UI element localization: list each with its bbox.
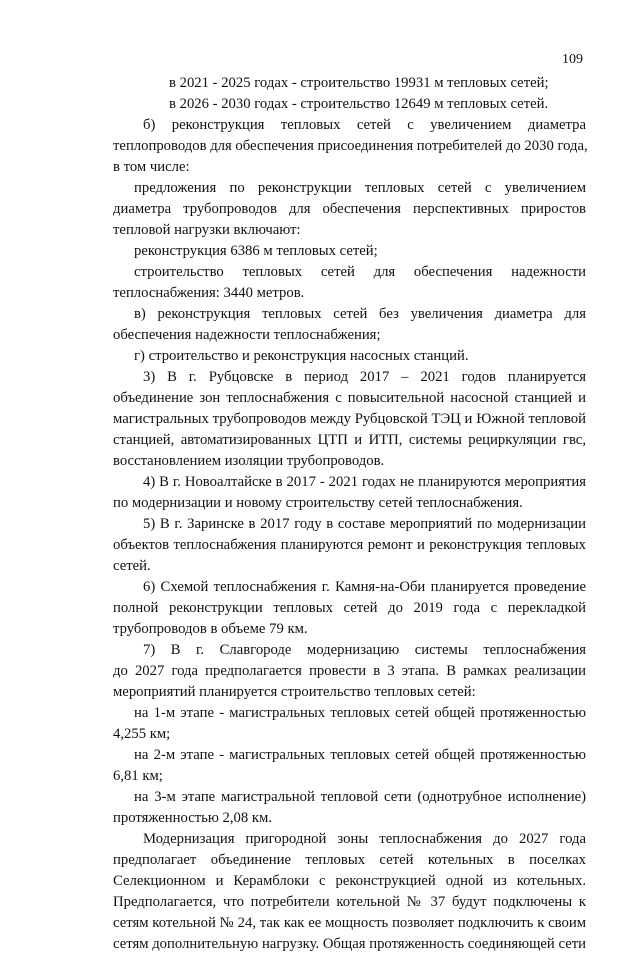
- text-line: до 2027 года предполагается провести в 3 этапа. В рамках реализации: [113, 663, 586, 679]
- text-line: по модернизации и новому строительству сетей теплоснабжения.: [113, 495, 523, 511]
- text-line: предполагает объединение тепловых сетей котельных в поселках: [113, 852, 586, 868]
- text-line: магистральных трубопроводов между Рубцовской ТЭЦ и Южной тепловой: [113, 411, 586, 427]
- text-line: диаметра трубопроводов для обеспечения перспективных приростов: [113, 201, 586, 217]
- document-body: [113, 73, 586, 955]
- text-line: строительство тепловых сетей для обеспечения надежности: [134, 264, 586, 280]
- text-line: объединение зон теплоснабжения с повысительной насосной станцией и: [113, 390, 586, 406]
- text-line: в 2021 - 2025 годах - строительство 19931 м тепловых сетей;: [169, 75, 549, 91]
- text-line: 6,81 км;: [113, 768, 163, 784]
- text-line: сетей.: [113, 558, 151, 574]
- text-line: 4,255 км;: [113, 726, 171, 742]
- text-line: обеспечения надежности теплоснабжения;: [113, 327, 381, 343]
- text-line: в) реконструкция тепловых сетей без увеличения диаметра для: [134, 306, 586, 322]
- page-number: 109: [562, 52, 583, 67]
- text-line: Селекционном и Керамблоки с реконструкцией одной из котельных.: [113, 873, 586, 889]
- text-line: 6) Схемой теплоснабжения г. Камня-на-Оби планируется проведение: [143, 579, 586, 595]
- text-line: 4) В г. Новоалтайске в 2017 - 2021 годах не планируются мероприятия: [143, 474, 586, 490]
- text-line: станцией, автоматизированных ЦТП и ИТП, системы рециркуляции гвс,: [113, 432, 586, 448]
- text-line: предложения по реконструкции тепловых сетей с увеличением: [134, 180, 586, 196]
- text-line: г) строительство и реконструкция насосных станций.: [134, 348, 469, 364]
- text-line: сетям котельной № 24, так как ее мощность позволяет подключить к своим: [113, 915, 586, 931]
- text-line: трубопроводов в объеме 79 км.: [113, 621, 308, 637]
- text-line: на 3-м этапе магистральной тепловой сети (однотрубное исполнение): [134, 789, 586, 805]
- text-line: сетям дополнительную нагрузку. Общая протяженность соединяющей сети: [113, 936, 586, 952]
- text-line: Модернизация пригородной зоны теплоснабжения до 2027 года: [143, 831, 586, 847]
- text-line: тепловой нагрузки включают:: [113, 222, 301, 238]
- text-line: теплоснабжения: 3440 метров.: [113, 285, 305, 301]
- text-line: протяженностью 2,08 км.: [113, 810, 272, 826]
- text-line: в 2026 - 2030 годах - строительство 12649 м тепловых сетей.: [169, 96, 549, 112]
- text-line: полной реконструкции тепловых сетей до 2019 года с перекладкой: [113, 600, 586, 616]
- text-line: объектов теплоснабжения планируются ремонт и реконструкция тепловых: [113, 537, 586, 553]
- text-line: 5) В г. Заринске в 2017 году в составе мероприятий по модернизации: [143, 516, 586, 532]
- text-line: на 1-м этапе - магистральных тепловых сетей общей протяженностью: [134, 705, 586, 721]
- text-line: теплопроводов для обеспечения присоединения потребителей до 2030 года,: [113, 138, 588, 154]
- text-line: 7) В г. Славгороде модернизацию системы теплоснабжения: [143, 642, 586, 658]
- text-line: б) реконструкция тепловых сетей с увеличением диаметра: [143, 117, 586, 133]
- text-line: восстановлением изоляции трубопроводов.: [113, 453, 385, 469]
- text-line: на 2-м этапе - магистральных тепловых сетей общей протяженностью: [134, 747, 586, 763]
- text-line: мероприятий планируется строительство тепловых сетей:: [113, 684, 476, 700]
- text-line: реконструкция 6386 м тепловых сетей;: [134, 243, 378, 259]
- text-line: 3) В г. Рубцовске в период 2017 – 2021 годов планируется: [143, 369, 586, 385]
- text-line: Предполагается, что потребители котельной № 37 будут подключены к: [113, 894, 586, 910]
- text-line: в том числе:: [113, 159, 190, 175]
